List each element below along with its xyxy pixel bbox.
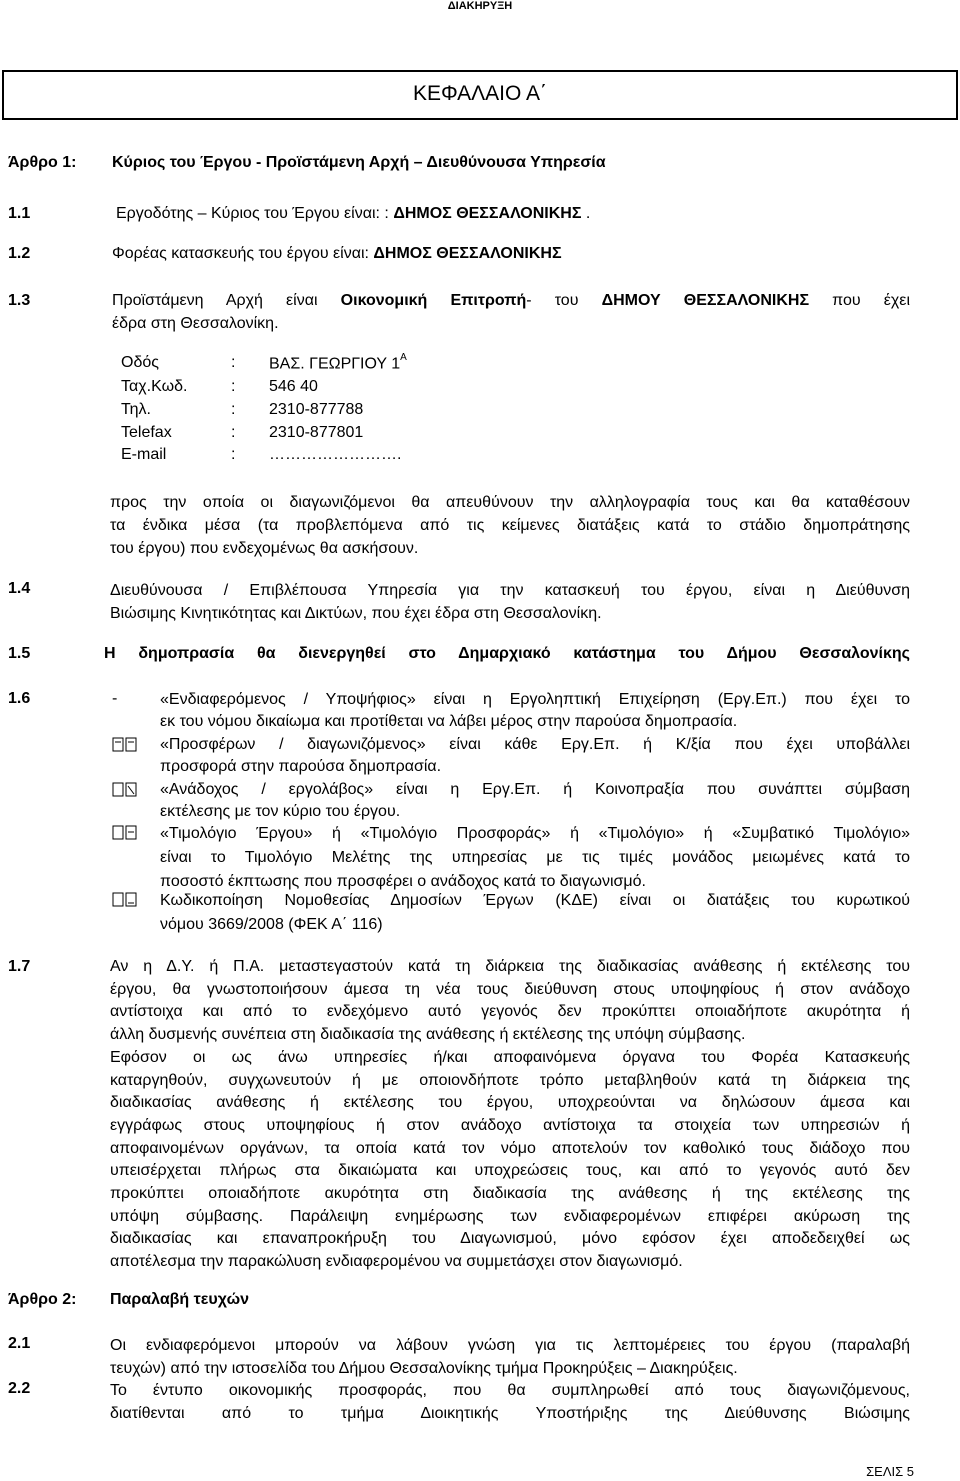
definition-dash: - [112,690,118,707]
fax-value: 2310-877801 [269,424,364,441]
section-1-3-line-2: έδρα στη Θεσσαλονίκη. [112,315,279,332]
street-value: ΒΑΣ. ΓΕΩΡΓΙΟΥ $1^A$ [269,352,407,373]
section-1-3-paragraph: προς την οποία οι διαγωνιζόμενοι θα απευθύνουν την αλληλογραφία τους και θα καταθέσουν τα ένδικα μέσα (τα προβλεπόμενα από τις κείμενες διατάξεις κατά το στάδιο δημοπράτησης του έργου) που ενδεχομένως θα ασκήσουν. [110,494,910,557]
checkbox-pair-icon [112,781,138,798]
section-number: 1.7 [8,958,31,975]
section-1-3-line-1: Προϊστάμενη Αρχή είναι Οικονομική Επιτροπή- του ΔΗΜΟΥ ΘΕΣΣΑΛΟΝΙΚΗΣ που έχει [112,292,910,309]
checkbox-pair-icon [112,736,138,753]
section-number: 1.6 [8,690,31,707]
definition-2: «Προσφέρων / διαγωνιζόμενος» είναι κάθε Εργ.Επ. ή Κ/ξία που έχει υποβάλλει προσφορά στην παρούσα δημοπρασία. [160,736,910,775]
section-1-4-text: Διευθύνουσα / Επιβλέπουσα Υπηρεσία για την κατασκευή του έργου, είναι η Διεύθυνση Βιώσιμης Κινητικότητας και Δικτύων, που έχει έδρα στη Θεσσαλονίκη. [110,582,910,622]
address-row-email [0,446,960,468]
definition-5: Κωδικοποίηση Νομοθεσίας Δημοσίων Έργων (ΚΔΕ) είναι οι διατάξεις του κυρωτικού νόμου 3669/2008 (ΦΕΚ Α΄ 116) [160,892,910,933]
section-number: 1.3 [8,292,31,309]
email-value: ……………………. [269,446,402,463]
address-row-tel [0,401,960,423]
colon: : [231,378,236,395]
article-1-label: Άρθρο 1: [8,154,77,171]
section-2-2-text: Το έντυπο οικονομικής προσφοράς, που θα συμπληρωθεί από τους διαγωνιζόμενους, διατίθενται από το τμήμα Διοικητικής Υποστήριξης της Διεύθυνσης Βιώσιμης [110,1382,910,1422]
chapter-title-box [2,70,958,120]
article-2-title: Παραλαβή τευχών [110,1291,249,1308]
checkbox-pair-icon [112,824,138,841]
section-1-1-text: Εργοδότης – Κύριος του Έργου είναι: : ΔΗΜΟΣ ΘΕΣΣΑΛΟΝΙΚΗΣ . [116,205,591,222]
section-1-7-text: Αν η Δ.Υ. ή Π.Α. μεταστεγαστούν κατά τη διάρκεια της διαδικασίας ανάθεσης ή εκτέλεσης του έργου, θα γνωστοποιήσουν άμεσα τη νέα τους διεύθυνση στους υποψηφίους ή στον ανάδοχο αντίστοιχα και από το ενδεχόμενο αυτό γεγονός δεν προκύπτει οποιαδήποτε ακυρότητα ή άλλη δυσμενής συνέπεια στη διαδικασία της ανάθεσης ή εκτέλεσης της υπόψη σύμβασης. Εφόσον οι ως άνω υπηρεσίες ή/και αποφαινόμενα όργανα του Φορέα Κατασκευής καταργηθούν, συγχωνευτούν ή με οποιονδήποτε τρόπο μεταβληθούν κατά τη διάρκεια της διαδικασίας ανάθεσης ή εκτέλεσης του έργου, υποχρεούνται να δηλώσουν άμεσα και εγγράφως στους υποψηφίους ή στον ανάδοχο αντίστοιχα τα στοιχεία των υπηρεσιών ή αποφαινομένων οργάνων, τα οποία κατά τον νόμο αποτελούν τον καθολικό τους διάδοχο που υπεισέρχεται πλήρως στα δικαιώματα και υποχρεώσεις τους, και από το γεγονός αυτό δεν προκύπτει οποιαδήποτε ακυρότητα στη διαδικασία της ανάθεσης ή της εκτέλεσης της υπόψη σύμβασης. Παράλειψη ενημέρωσης των ενδιαφερομένων επιφέρει ακύρωση της διαδικασίας και επαναπροκήρυξη του Διαγωνισμού, μόνο εφόσον έχει αποδεδειχθεί ως αποτέλεσμα την παρακώλυση ενδιαφερομένου να συμμετάσχει στον διαγωνισμό. [110,958,910,1271]
document-header-label: ΔΙΑΚΗΡΥΞΗ [447,0,513,12]
section-number: 1.2 [8,245,31,262]
section-number: 1.1 [8,205,31,222]
address-row-street [0,354,960,376]
zip-value: 546 40 [269,378,318,395]
colon: : [231,401,236,418]
section-number: 1.5 [8,645,31,662]
definition-1: «Ενδιαφερόμενος / Υποψήφιος» είναι η Εργοληπτική Επιχείρηση (Εργ.Επ.) που έχει το εκ του νόμου δικαίωμα και προτίθεται να λάβει μέρος στην παρούσα δημοπρασία. [160,691,910,730]
section-2-1-text: Οι ενδιαφερόμενοι μπορούν να λάβουν γνώση για τις λεπτομέρειες του έργου (παραλαβή τευχών) από την ιστοσελίδα του Δήμου Θεσσαλονίκης τμήμα Προκηρύξεις – Διακηρύξεις. [110,1337,910,1377]
street-label: Οδός [121,354,159,371]
colon: : [231,424,236,441]
section-1-2-text: Φορέας κατασκευής του έργου είναι: ΔΗΜΟΣ ΘΕΣΣΑΛΟΝΙΚΗΣ [112,245,562,262]
tel-label: Τηλ. [121,401,151,418]
chapter-title: ΚΕΦΑΛΑΙΟ Α΄ [412,82,548,105]
section-number: 2.1 [8,1335,31,1352]
section-number: 1.4 [8,580,31,597]
tel-value: 2310-877788 [269,401,364,418]
zip-label: Ταχ.Κωδ. [121,378,188,395]
colon: : [231,354,236,371]
article-1-title: Κύριος του Έργου - Προϊστάμενη Αρχή – Διευθύνουσα Υπηρεσία [112,154,606,171]
page-number: ΣΕΛΙΣ 5 [866,1464,914,1479]
colon: : [231,446,236,463]
email-label: E-mail [121,446,167,463]
article-2-label: Άρθρο 2: [8,1291,77,1308]
fax-label: Telefax [121,424,172,441]
section-1-5-text: Η δημοπρασία θα διενεργηθεί στο Δημαρχιακό κατάστημα του Δήμου Θεσσαλονίκης [104,645,910,662]
address-row-zip [0,378,960,400]
definition-3: «Ανάδοχος / εργολάβος» είναι η Εργ.Επ. ή Κοινοπραξία που συνάπτει σύμβαση εκτέλεσης με τον κύριο του έργου. [160,781,910,820]
checkbox-pair-icon [112,891,138,908]
section-number: 2.2 [8,1380,31,1397]
definition-4: «Τιμολόγιο Έργου» ή «Τιμολόγιο Προσφοράς» ή «Τιμολόγιο» ή «Συμβατικό Τιμολόγιο» είναι το Τιμολόγιο Μελέτης της υπηρεσίας με τις τιμές μονάδος μειωμένες κατά το ποσοστό έκπτωσης που προσφέρει ο ανάδοχος κατά το διαγωνισμό. [160,825,910,890]
address-row-fax [0,424,960,446]
